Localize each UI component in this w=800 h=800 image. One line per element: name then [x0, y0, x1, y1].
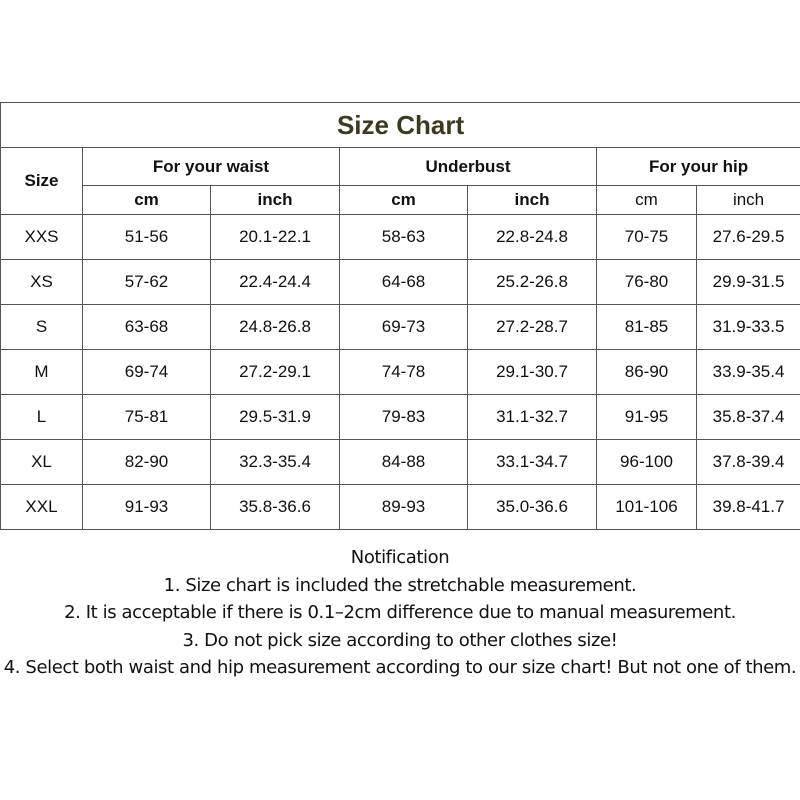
measurement-cell: 101-106: [597, 485, 697, 530]
table-row: [1, 305, 800, 350]
notification-item: 1. Size chart is included the stretchable measurement.: [163, 574, 637, 596]
measurement-cell: 89-93: [340, 485, 468, 530]
table-row: [1, 350, 800, 395]
unit-header: cm: [83, 186, 211, 215]
measurement-cell: 91-95: [597, 395, 697, 440]
measurement-cell: 27.2-28.7: [468, 305, 597, 350]
chart-title: Size Chart: [1, 103, 800, 148]
unit-header: inch: [697, 186, 800, 215]
measurement-cell: 69-73: [340, 305, 468, 350]
unit-header: cm: [597, 186, 697, 215]
measurement-cell: 33.9-35.4: [697, 350, 800, 395]
size-label-cell: M: [1, 350, 83, 395]
measurement-cell: 27.2-29.1: [211, 350, 340, 395]
size-label-cell: L: [1, 395, 83, 440]
measurement-cell: 70-75: [597, 215, 697, 260]
size-label-cell: XXL: [1, 485, 83, 530]
notification-item: 2. It is acceptable if there is 0.1–2cm difference due to manual measurement.: [64, 602, 736, 623]
measurement-cell: 74-78: [340, 350, 468, 395]
measurement-cell: 75-81: [83, 395, 211, 440]
waist-group-header: For your waist: [83, 148, 340, 186]
size-label-cell: S: [1, 305, 83, 350]
measurement-cell: 35.0-36.6: [468, 485, 597, 530]
measurement-cell: 64-68: [340, 260, 468, 305]
measurement-cell: 20.1-22.1: [211, 215, 340, 260]
measurement-cell: 91-93: [83, 485, 211, 530]
measurement-cell: 96-100: [597, 440, 697, 485]
size-column-header: Size: [1, 148, 83, 215]
notification-block: [0, 544, 800, 682]
measurement-cell: 29.5-31.9: [211, 395, 340, 440]
unit-header: cm: [340, 186, 468, 215]
notification-heading: Notification: [350, 547, 450, 568]
measurement-cell: 86-90: [597, 350, 697, 395]
measurement-cell: 24.8-26.8: [211, 305, 340, 350]
measurement-cell: 57-62: [83, 260, 211, 305]
measurement-cell: 31.1-32.7: [468, 395, 597, 440]
measurement-cell: 51-56: [83, 215, 211, 260]
measurement-cell: 39.8-41.7: [697, 485, 800, 530]
notification-item: 4. Select both waist and hip measurement according to our size chart! But not one of them.: [3, 657, 797, 678]
table-row: [1, 440, 800, 485]
measurement-cell: 22.4-24.4: [211, 260, 340, 305]
measurement-cell: 76-80: [597, 260, 697, 305]
measurement-cell: 31.9-33.5: [697, 305, 800, 350]
measurement-cell: 35.8-36.6: [211, 485, 340, 530]
measurement-cell: 33.1-34.7: [468, 440, 597, 485]
size-label-cell: XL: [1, 440, 83, 485]
size-label-cell: XS: [1, 260, 83, 305]
measurement-cell: 37.8-39.4: [697, 440, 800, 485]
measurement-cell: 69-74: [83, 350, 211, 395]
table-row: [1, 260, 800, 305]
measurement-cell: 29.9-31.5: [697, 260, 800, 305]
table-row: [1, 395, 800, 440]
size-chart-table: [0, 102, 800, 530]
measurement-cell: 29.1-30.7: [468, 350, 597, 395]
unit-header: inch: [211, 186, 340, 215]
underbust-group-header: Underbust: [340, 148, 597, 186]
size-label-cell: XXS: [1, 215, 83, 260]
table-row: [1, 485, 800, 530]
measurement-cell: 32.3-35.4: [211, 440, 340, 485]
measurement-cell: 81-85: [597, 305, 697, 350]
measurement-cell: 25.2-26.8: [468, 260, 597, 305]
size-rows: [1, 215, 800, 530]
measurement-cell: 63-68: [83, 305, 211, 350]
measurement-cell: 58-63: [340, 215, 468, 260]
measurement-cell: 84-88: [340, 440, 468, 485]
hip-group-header: For your hip: [597, 148, 800, 186]
notification-item: 3. Do not pick size according to other clothes size!: [182, 629, 618, 651]
measurement-cell: 82-90: [83, 440, 211, 485]
measurement-cell: 35.8-37.4: [697, 395, 800, 440]
unit-header: inch: [468, 186, 597, 215]
measurement-cell: 22.8-24.8: [468, 215, 597, 260]
table-row: [1, 215, 800, 260]
measurement-cell: 79-83: [340, 395, 468, 440]
measurement-cell: 27.6-29.5: [697, 215, 800, 260]
